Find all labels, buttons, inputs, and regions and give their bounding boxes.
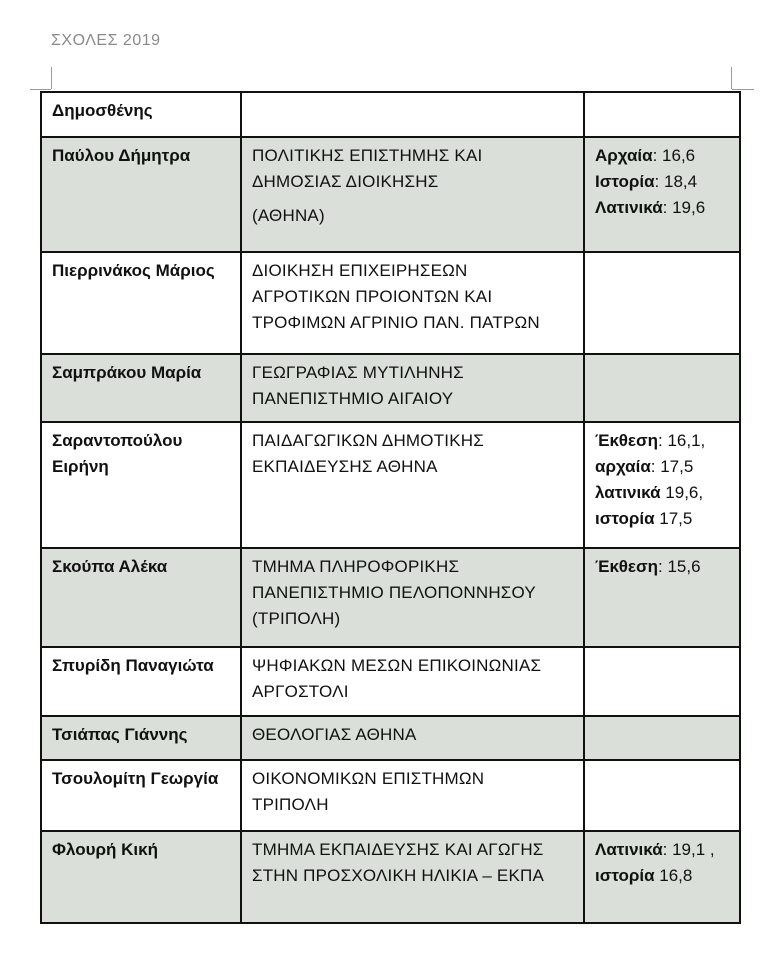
department-line: ΠΑΝΕΠΙΣΤΗΜΙΟ ΑΙΓΑΙΟΥ xyxy=(252,389,454,408)
department-line: ΤΡΙΠΟΛΗ xyxy=(252,795,329,814)
department-cell xyxy=(241,760,584,831)
student-name-cell: Παύλου Δήμητρα xyxy=(41,137,241,252)
grade-entry xyxy=(595,837,731,863)
grade-subject: Αρχαία xyxy=(595,146,653,165)
department-line: ΑΓΡΟΤΙΚΩΝ ΠΡΟΙΟΝΤΩΝ ΚΑΙ xyxy=(252,287,493,306)
department-cell xyxy=(241,422,584,548)
schools-table xyxy=(40,91,741,924)
grade-entry xyxy=(595,428,731,454)
department-line: ΑΡΓΟΣΤΟΛΙ xyxy=(252,682,349,701)
student-name-cell: Σαμπράκου Μαρία xyxy=(41,354,241,422)
margin-corner-mark-right-horizontal xyxy=(732,89,754,90)
grades-cell xyxy=(584,354,740,422)
document-header: ΣΧΟΛΕΣ 2019 xyxy=(51,32,161,49)
grade-entry xyxy=(595,169,731,195)
department-line: ΣΤΗΝ ΠΡΟΣΧΟΛΙΚΗ ΗΛΙΚΙΑ – ΕΚΠΑ xyxy=(252,866,545,885)
grade-value: : 16,6 xyxy=(652,146,696,165)
grade-subject: Λατινικά xyxy=(595,840,663,859)
department-cell xyxy=(241,716,584,760)
student-name-cell: Πιερρινάκος Μάριος xyxy=(41,252,241,354)
department-line: (ΤΡΙΠΟΛΗ) xyxy=(252,609,341,628)
department-cell xyxy=(241,92,584,137)
department-line: ΠΑΝΕΠΙΣΤΗΜΙΟ ΠΕΛΟΠΟΝΝΗΣΟΥ xyxy=(252,583,536,602)
grades-cell xyxy=(584,760,740,831)
grade-entry xyxy=(595,863,731,889)
table-row xyxy=(41,647,740,716)
department-line: ΔΙΟΙΚΗΣΗ ΕΠΙΧΕΙΡΗΣΕΩΝ xyxy=(252,261,468,280)
student-name-cell: Τσιάπας Γιάννης xyxy=(41,716,241,760)
table-row xyxy=(41,354,740,422)
grade-value: : 18,4 xyxy=(654,172,698,191)
table-row xyxy=(41,548,740,647)
grade-subject: ιστορία xyxy=(595,866,655,885)
department-line: ΨΗΦΙΑΚΩΝ ΜΕΣΩΝ ΕΠΙΚΟΙΝΩΝΙΑΣ xyxy=(252,656,542,675)
schools-table-body xyxy=(41,92,740,923)
grade-subject: Έκθεση xyxy=(595,557,659,576)
grades-cell xyxy=(584,716,740,760)
grade-value: : 15,6 xyxy=(658,557,701,576)
department-line: ΤΜΗΜΑ ΠΛΗΡΟΦΟΡΙΚΗΣ xyxy=(252,557,460,576)
grades-cell xyxy=(584,548,740,647)
student-name-cell: Τσουλομίτη Γεωργία xyxy=(41,760,241,831)
grade-subject: αρχαία xyxy=(595,457,651,476)
grade-entry xyxy=(595,480,731,506)
margin-corner-mark-left-horizontal xyxy=(30,89,51,90)
grade-value: : 19,6 xyxy=(662,198,706,217)
grade-value: 19,6, xyxy=(660,483,704,502)
grade-subject: Λατινικά xyxy=(595,198,663,217)
department-line: ΤΡΟΦΙΜΩΝ ΑΓΡΙΝΙΟ ΠΑΝ. ΠΑΤΡΩΝ xyxy=(252,313,540,332)
grades-cell xyxy=(584,252,740,354)
student-name-cell: Σπυρίδη Παναγιώτα xyxy=(41,647,241,716)
department-cell xyxy=(241,831,584,923)
table-row xyxy=(41,137,740,252)
grade-entry xyxy=(595,506,731,532)
grade-value: : 16,1, xyxy=(658,431,706,450)
grade-subject: ιστορία xyxy=(595,509,655,528)
table-row xyxy=(41,831,740,923)
grades-cell xyxy=(584,831,740,923)
grades-cell xyxy=(584,422,740,548)
margin-corner-mark-right xyxy=(731,67,732,89)
department-line: ΠΟΛΙΤΙΚΗΣ ΕΠΙΣΤΗΜΗΣ ΚΑΙ xyxy=(252,146,483,165)
grade-value: : 17,5 xyxy=(650,457,694,476)
department-cell xyxy=(241,548,584,647)
table-row xyxy=(41,92,740,137)
grade-value: : 19,1 , xyxy=(662,840,715,859)
department-cell xyxy=(241,354,584,422)
department-cell xyxy=(241,647,584,716)
department-line: ΠΑΙΔΑΓΩΓΙΚΩΝ ΔΗΜΟΤΙΚΗΣ xyxy=(252,431,484,450)
grade-entry xyxy=(595,195,731,221)
grade-subject: Έκθεση xyxy=(595,431,659,450)
table-row xyxy=(41,252,740,354)
student-name-cell: Σαραντοπούλου Ειρήνη xyxy=(41,422,241,548)
student-name-cell: Δημοσθένης xyxy=(41,92,241,137)
department-line: ΟΙΚΟΝΟΜΙΚΩΝ ΕΠΙΣΤΗΜΩΝ xyxy=(252,769,485,788)
grade-subject: Ιστορία xyxy=(595,172,655,191)
department-cell xyxy=(241,252,584,354)
department-cell xyxy=(241,137,584,252)
grade-subject: λατινικά xyxy=(595,483,661,502)
margin-corner-mark-left xyxy=(51,67,52,89)
table-row xyxy=(41,716,740,760)
department-line: ΤΜΗΜΑ ΕΚΠΑΙΔΕΥΣΗΣ ΚΑΙ ΑΓΩΓΗΣ xyxy=(252,840,544,859)
department-line: ΕΚΠΑΙΔΕΥΣΗΣ ΑΘΗΝΑ xyxy=(252,457,438,476)
table-row xyxy=(41,760,740,831)
grades-cell xyxy=(584,647,740,716)
grade-entry xyxy=(595,454,731,480)
grade-entry xyxy=(595,143,731,169)
department-location: (ΑΘΗΝΑ) xyxy=(252,206,325,225)
student-name-cell: Φλουρή Κική xyxy=(41,831,241,923)
table-row xyxy=(41,422,740,548)
department-line: ΔΗΜΟΣΙΑΣ ΔΙΟΙΚΗΣΗΣ xyxy=(252,172,439,191)
grade-value: 16,8 xyxy=(654,866,693,885)
grades-cell xyxy=(584,137,740,252)
student-name-cell: Σκούπα Αλέκα xyxy=(41,548,241,647)
department-line: ΓΕΩΓΡΑΦΙΑΣ ΜΥΤΙΛΗΝΗΣ xyxy=(252,363,464,382)
grades-cell xyxy=(584,92,740,137)
grade-value: 17,5 xyxy=(654,509,693,528)
grade-entry xyxy=(595,554,731,580)
department-line: ΘΕΟΛΟΓΙΑΣ ΑΘΗΝΑ xyxy=(252,725,417,744)
